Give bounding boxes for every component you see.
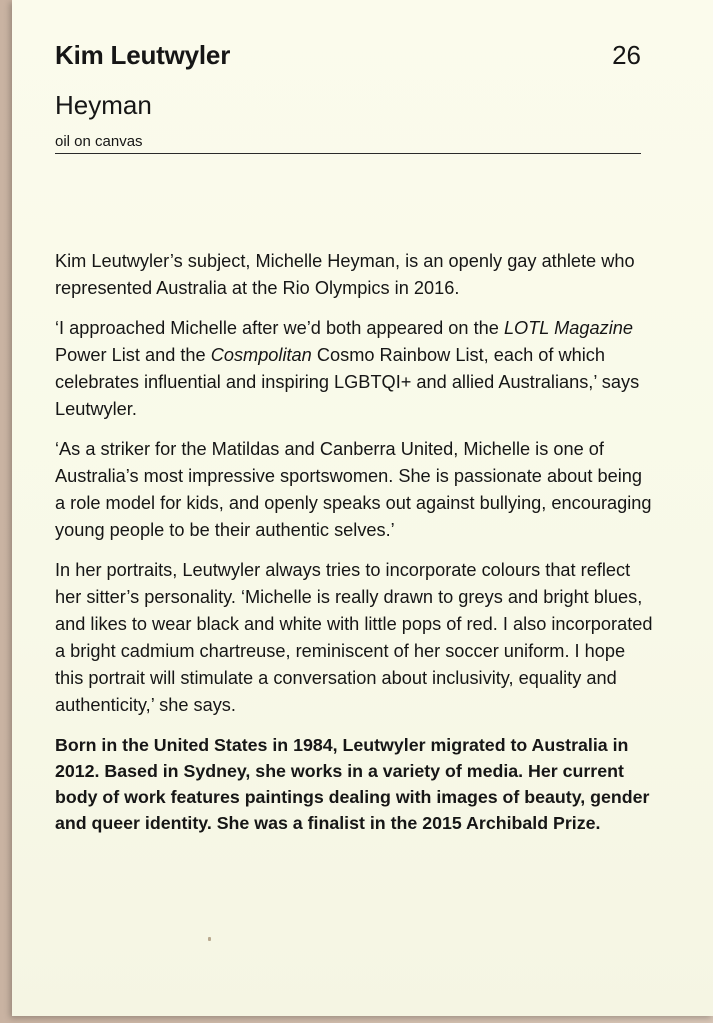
label-body <box>55 248 655 849</box>
magazine-title: LOTL Magazine <box>503 318 634 338</box>
quote-text: ‘I approached Michelle after we’d both appeared on the <box>55 318 504 338</box>
paragraph-intro: Kim Leutwyler’s subject, Michelle Heyman, is an openly gay athlete who represented Australia at the Rio Olympics in 2016. <box>55 251 635 298</box>
magazine-title: Cosmpolitan <box>210 345 312 365</box>
artwork-medium: oil on canvas <box>55 133 143 150</box>
quote-text: Cosmo Rainbow List, each of which celebrates influential and inspiring LGBTQI+ and allied Australians,’ says Leutwyler. <box>55 345 640 419</box>
paragraph-portraits: In her portraits, Leutwyler always tries to incorporate colours that reflect her sitter’s personality. ‘Michelle is really drawn to greys and bright blues, and likes to wear black and white with little pops of red. I also incorporated a bright cadmium chartreuse, reminiscent of her soccer uniform. I hope this portrait will stimulate a conversation about inclusivity, equality and authenticity,’ she says. <box>55 560 653 715</box>
artwork-title: Heyman <box>55 90 152 120</box>
artist-name: Kim Leutwyler <box>55 40 231 70</box>
artwork-label <box>12 0 713 1016</box>
artist-biography: Born in the United States in 1984, Leutwyler migrated to Australia in 2012. Based in Sydney, she works in a variety of media. Her current body of work features paintings dealing with images of beauty, gender and queer identity. She was a finalist in the 2015 Archibald Prize. <box>55 735 650 833</box>
paper-speck <box>208 937 211 941</box>
paragraph-quote-striker: ‘As a striker for the Matildas and Canberra United, Michelle is one of Australia’s most impressive sportswomen. She is passionate about being a role model for kids, and openly speaks out against bullying, encouraging young people to be their authentic selves.’ <box>55 439 652 540</box>
divider-line <box>55 153 641 154</box>
catalogue-number: 26 <box>612 40 641 70</box>
quote-text: Power List and the <box>55 345 211 365</box>
paragraph-quote-lists <box>55 315 655 423</box>
